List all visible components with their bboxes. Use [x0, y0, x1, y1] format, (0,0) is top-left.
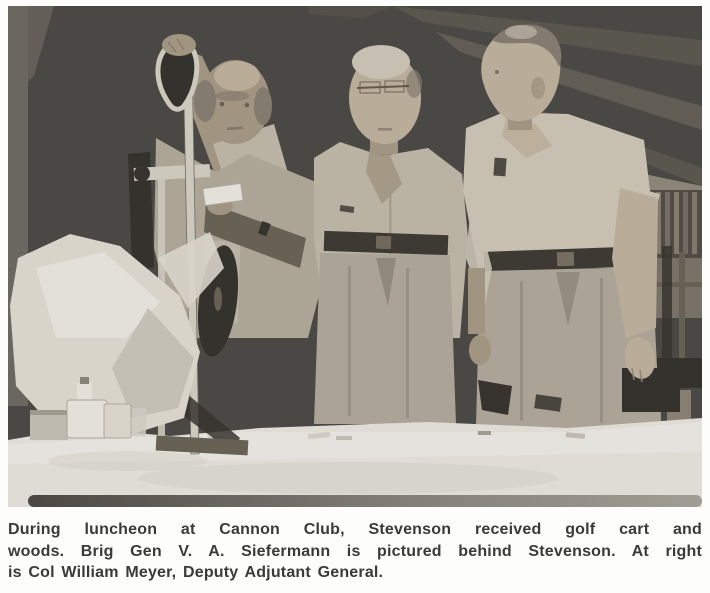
luncheon-photograph	[8, 6, 702, 507]
photo-illustration	[8, 6, 702, 507]
caption-line-2: woods. Brig Gen V. A. Siefermann is pictured behind Stevenson. At right	[8, 542, 702, 560]
caption-line-3: is Col William Meyer, Deputy Adjutant General.	[8, 564, 384, 581]
caption-line-1: During luncheon at Cannon Club, Stevenson received golf cart and	[8, 521, 702, 538]
photo-caption	[8, 519, 702, 584]
halftone-grain	[8, 6, 702, 507]
